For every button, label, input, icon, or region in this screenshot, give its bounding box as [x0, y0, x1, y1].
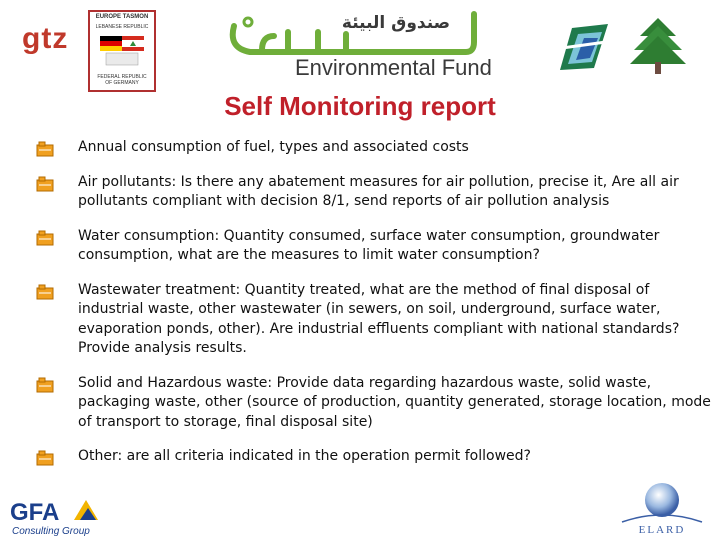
bullet-list: [36, 138, 712, 467]
folder-bullet-icon: [36, 377, 54, 393]
bullet-text: Air pollutants: Is there any abatement measures for air pollution, precise it, Are all air pollutants compliant with decision 8/1, send reports of air pollution analysis: [78, 173, 679, 209]
list-item: [36, 374, 712, 433]
elard-logo-text: ELARD: [638, 524, 686, 536]
folder-bullet-icon: [36, 230, 54, 246]
crest-subtitle: LEBANESE REPUBLIC: [95, 24, 149, 30]
list-item: [36, 227, 712, 266]
page-title: Self Monitoring report: [224, 91, 496, 121]
cedar-council-logo: [628, 16, 688, 78]
bullet-text: Annual consumption of fuel, types and associated costs: [78, 139, 469, 155]
bullet-text: Wastewater treatment: Quantity treated, what are the method of final disposal of industrial waste, other wastewater (in sewers, on soil, underground, surface water, evaporation ponds, other). Are industrial effluents compliant with national standards? Provide analysis results.: [78, 281, 680, 356]
crest-bottom-line2: OF GERMANY: [105, 80, 139, 86]
gfa-logo-text: GFA: [10, 499, 60, 526]
crest-title: EUROPE TASMON: [95, 14, 149, 20]
eu-germany-lebanon-crest: [88, 10, 156, 92]
elard-logo: [616, 478, 706, 538]
folder-bullet-icon: [36, 176, 54, 192]
list-item: [36, 138, 712, 158]
list-item: [36, 447, 712, 467]
bullet-text: Other: are all criteria indicated in the operation permit followed?: [78, 448, 531, 464]
folder-bullet-icon: [36, 450, 54, 466]
gtz-logo: gtz: [22, 22, 69, 55]
arabic-fund-name: صندوق البيئة: [341, 13, 451, 33]
bullet-text: Solid and Hazardous waste: Provide data regarding hazardous waste, solid waste, packaging waste, other (source of production, quantity generated, storage location, mode of transport to storage, final disposal site): [78, 374, 711, 430]
folder-bullet-icon: [36, 141, 54, 157]
ministry-environment-logo: [554, 18, 614, 80]
flags-icon: [100, 36, 144, 66]
folder-bullet-icon: [36, 284, 54, 300]
gfa-consulting-logo: [8, 494, 108, 538]
environmental-fund-label: Environmental Fund: [295, 55, 492, 80]
crest-bottom-line1: FEDERAL REPUBLIC: [97, 74, 147, 80]
list-item: [36, 281, 712, 359]
gfa-subtitle: Consulting Group: [12, 526, 90, 537]
bullet-text: Water consumption: Quantity consumed, surface water consumption, groundwater consumption, what are the measures to limit water consumption?: [78, 227, 660, 263]
list-item: [36, 173, 712, 212]
crest-bottom-text: [90, 74, 154, 86]
